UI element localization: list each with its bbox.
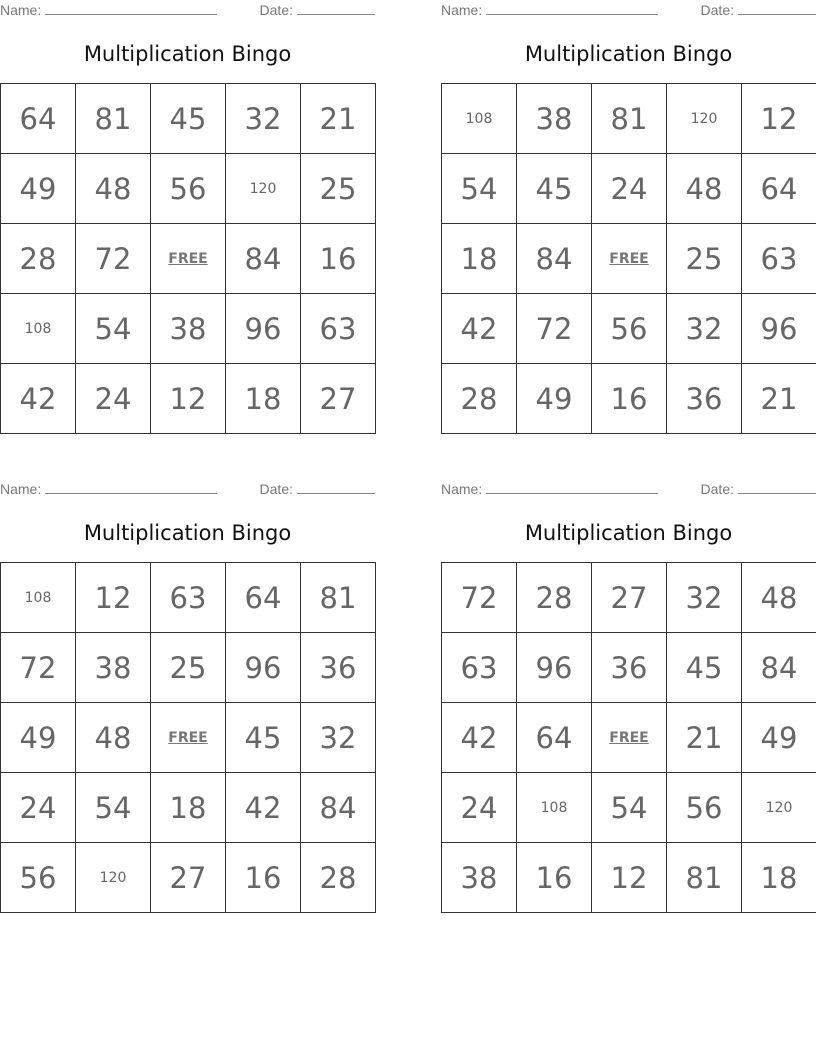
name-label: Name:: [441, 2, 483, 18]
name-label: Name:: [441, 481, 483, 497]
grid-row: [442, 84, 816, 154]
date-line[interactable]: [297, 2, 375, 15]
bingo-cell[interactable]: 18: [442, 224, 517, 294]
bingo-cell[interactable]: 36: [301, 633, 376, 703]
name-date-bar: [441, 0, 816, 22]
card-title: Multiplication Bingo: [83, 42, 292, 66]
bingo-cell[interactable]: 63: [742, 224, 816, 294]
grid-row: [442, 703, 816, 773]
bingo-cell[interactable]: 72: [517, 294, 592, 364]
bingo-cell[interactable]: 84: [742, 633, 816, 703]
date-label: Date:: [259, 481, 293, 497]
grid-row: [1, 633, 376, 703]
grid-row: [1, 773, 376, 843]
bingo-cell[interactable]: 21: [742, 364, 816, 434]
bingo-cell[interactable]: 25: [667, 224, 742, 294]
bingo-cell[interactable]: 108: [1, 563, 76, 633]
bingo-cell[interactable]: 72: [76, 224, 151, 294]
bingo-grid: [441, 562, 816, 913]
date-line[interactable]: [738, 481, 816, 494]
bingo-cell[interactable]: 108: [517, 773, 592, 843]
free-cell[interactable]: FREE: [592, 703, 667, 773]
bingo-cell[interactable]: 120: [76, 843, 151, 913]
bingo-cell[interactable]: 54: [76, 294, 151, 364]
bingo-cell[interactable]: 28: [1, 224, 76, 294]
bingo-cell[interactable]: 24: [1, 773, 76, 843]
bingo-cell[interactable]: 42: [442, 703, 517, 773]
bingo-cell[interactable]: 120: [667, 84, 742, 154]
bingo-cell[interactable]: 28: [517, 563, 592, 633]
bingo-cell[interactable]: 12: [592, 843, 667, 913]
name-line[interactable]: [486, 2, 658, 15]
bingo-cell[interactable]: 56: [667, 773, 742, 843]
name-field[interactable]: [441, 481, 658, 497]
bingo-cell[interactable]: 49: [517, 364, 592, 434]
card-title: Multiplication Bingo: [524, 521, 733, 545]
grid-row: [1, 843, 376, 913]
card-title: Multiplication Bingo: [524, 42, 733, 66]
bingo-grid: [0, 83, 376, 434]
bingo-card-2: [441, 0, 816, 416]
bingo-cell[interactable]: 49: [1, 154, 76, 224]
date-field[interactable]: [260, 2, 375, 18]
grid-row: [442, 843, 816, 913]
bingo-cell[interactable]: 32: [667, 563, 742, 633]
bingo-cell[interactable]: 42: [442, 294, 517, 364]
bingo-cell[interactable]: 16: [301, 224, 376, 294]
bingo-cell[interactable]: 32: [667, 294, 742, 364]
bingo-cell[interactable]: 49: [1, 703, 76, 773]
bingo-cell[interactable]: 48: [76, 154, 151, 224]
grid-row: [1, 84, 376, 154]
grid-row: [1, 364, 376, 434]
bingo-cell[interactable]: 63: [442, 633, 517, 703]
grid-row: [1, 563, 376, 633]
free-cell[interactable]: FREE: [151, 224, 226, 294]
grid-row: [442, 633, 816, 703]
grid-row: [1, 224, 376, 294]
date-label: Date:: [700, 481, 734, 497]
bingo-cell[interactable]: 25: [301, 154, 376, 224]
date-line[interactable]: [738, 2, 816, 15]
bingo-cell[interactable]: 16: [517, 843, 592, 913]
name-field[interactable]: [441, 2, 658, 18]
bingo-cell[interactable]: 64: [517, 703, 592, 773]
grid-row: [442, 294, 816, 364]
bingo-cell[interactable]: 12: [742, 84, 816, 154]
bingo-cell[interactable]: 64: [1, 84, 76, 154]
bingo-cell[interactable]: 25: [151, 633, 226, 703]
bingo-cell[interactable]: 18: [742, 843, 816, 913]
grid-row: [442, 563, 816, 633]
grid-row: [442, 773, 816, 843]
bingo-cell[interactable]: 48: [742, 563, 816, 633]
name-field[interactable]: [0, 481, 217, 497]
date-field[interactable]: [260, 481, 375, 497]
bingo-cell[interactable]: 96: [226, 633, 301, 703]
bingo-cell[interactable]: 96: [517, 633, 592, 703]
bingo-cell[interactable]: 54: [76, 773, 151, 843]
bingo-cell[interactable]: 28: [442, 364, 517, 434]
grid-row: [1, 703, 376, 773]
bingo-cell[interactable]: 18: [226, 364, 301, 434]
bingo-cell[interactable]: 56: [1, 843, 76, 913]
bingo-cell[interactable]: 45: [667, 633, 742, 703]
name-field[interactable]: [0, 2, 217, 18]
bingo-cell[interactable]: 72: [1, 633, 76, 703]
bingo-cell[interactable]: 54: [442, 154, 517, 224]
bingo-card-3: [0, 479, 375, 895]
bingo-cell[interactable]: 81: [76, 84, 151, 154]
bingo-cell[interactable]: 12: [151, 364, 226, 434]
free-cell[interactable]: FREE: [592, 224, 667, 294]
bingo-cell[interactable]: 96: [742, 294, 816, 364]
bingo-cell[interactable]: 27: [301, 364, 376, 434]
bingo-cell[interactable]: 48: [667, 154, 742, 224]
bingo-cell[interactable]: 49: [742, 703, 816, 773]
name-label: Name:: [0, 2, 42, 18]
bingo-cell[interactable]: 120: [226, 154, 301, 224]
date-label: Date:: [700, 2, 734, 18]
bingo-cell[interactable]: 42: [226, 773, 301, 843]
bingo-card-1: [0, 0, 375, 416]
bingo-cell[interactable]: 28: [301, 843, 376, 913]
bingo-cell[interactable]: 36: [592, 633, 667, 703]
bingo-cell[interactable]: 12: [76, 563, 151, 633]
date-label: Date:: [259, 2, 293, 18]
grid-row: [442, 224, 816, 294]
name-label: Name:: [0, 481, 42, 497]
bingo-cell[interactable]: 81: [592, 84, 667, 154]
bingo-cell[interactable]: 24: [592, 154, 667, 224]
bingo-cell[interactable]: 45: [517, 154, 592, 224]
bingo-cell[interactable]: 84: [301, 773, 376, 843]
bingo-cell[interactable]: 32: [301, 703, 376, 773]
name-line[interactable]: [45, 481, 217, 494]
bingo-cell[interactable]: 38: [76, 633, 151, 703]
date-field[interactable]: [701, 481, 816, 497]
bingo-cell[interactable]: 64: [742, 154, 816, 224]
bingo-cell[interactable]: 48: [76, 703, 151, 773]
bingo-cell[interactable]: 36: [667, 364, 742, 434]
bingo-cell[interactable]: 81: [667, 843, 742, 913]
bingo-cell[interactable]: 21: [301, 84, 376, 154]
card-title: Multiplication Bingo: [83, 521, 292, 545]
bingo-cell[interactable]: 24: [76, 364, 151, 434]
name-date-bar: [0, 479, 375, 501]
free-cell[interactable]: FREE: [151, 703, 226, 773]
bingo-cell[interactable]: 54: [592, 773, 667, 843]
bingo-grid: [441, 83, 816, 434]
date-line[interactable]: [297, 481, 375, 494]
bingo-cell[interactable]: 84: [517, 224, 592, 294]
name-date-bar: [441, 479, 816, 501]
bingo-cell[interactable]: 16: [226, 843, 301, 913]
bingo-cell[interactable]: 56: [151, 154, 226, 224]
bingo-cell[interactable]: 108: [442, 84, 517, 154]
bingo-cell[interactable]: 27: [592, 563, 667, 633]
bingo-cell[interactable]: 38: [517, 84, 592, 154]
bingo-cell[interactable]: 32: [226, 84, 301, 154]
bingo-card-4: [441, 479, 816, 895]
name-line[interactable]: [45, 2, 217, 15]
bingo-cell[interactable]: 21: [667, 703, 742, 773]
bingo-cell[interactable]: 42: [1, 364, 76, 434]
name-line[interactable]: [486, 481, 658, 494]
grid-row: [1, 294, 376, 364]
bingo-grid: [0, 562, 376, 913]
grid-row: [442, 154, 816, 224]
bingo-cell[interactable]: 27: [151, 843, 226, 913]
bingo-cell[interactable]: 84: [226, 224, 301, 294]
bingo-cell[interactable]: 38: [151, 294, 226, 364]
bingo-cell[interactable]: 63: [301, 294, 376, 364]
grid-row: [442, 364, 816, 434]
bingo-cell[interactable]: 45: [151, 84, 226, 154]
bingo-cell[interactable]: 45: [226, 703, 301, 773]
grid-row: [1, 154, 376, 224]
bingo-cell[interactable]: 63: [151, 563, 226, 633]
bingo-cell[interactable]: 120: [742, 773, 816, 843]
bingo-cell[interactable]: 81: [301, 563, 376, 633]
bingo-cell[interactable]: 16: [592, 364, 667, 434]
bingo-cell[interactable]: 96: [226, 294, 301, 364]
bingo-cell[interactable]: 64: [226, 563, 301, 633]
bingo-cell[interactable]: 18: [151, 773, 226, 843]
bingo-cell[interactable]: 108: [1, 294, 76, 364]
name-date-bar: [0, 0, 375, 22]
bingo-cell[interactable]: 24: [442, 773, 517, 843]
bingo-cell[interactable]: 56: [592, 294, 667, 364]
date-field[interactable]: [701, 2, 816, 18]
bingo-cell[interactable]: 72: [442, 563, 517, 633]
bingo-cell[interactable]: 38: [442, 843, 517, 913]
